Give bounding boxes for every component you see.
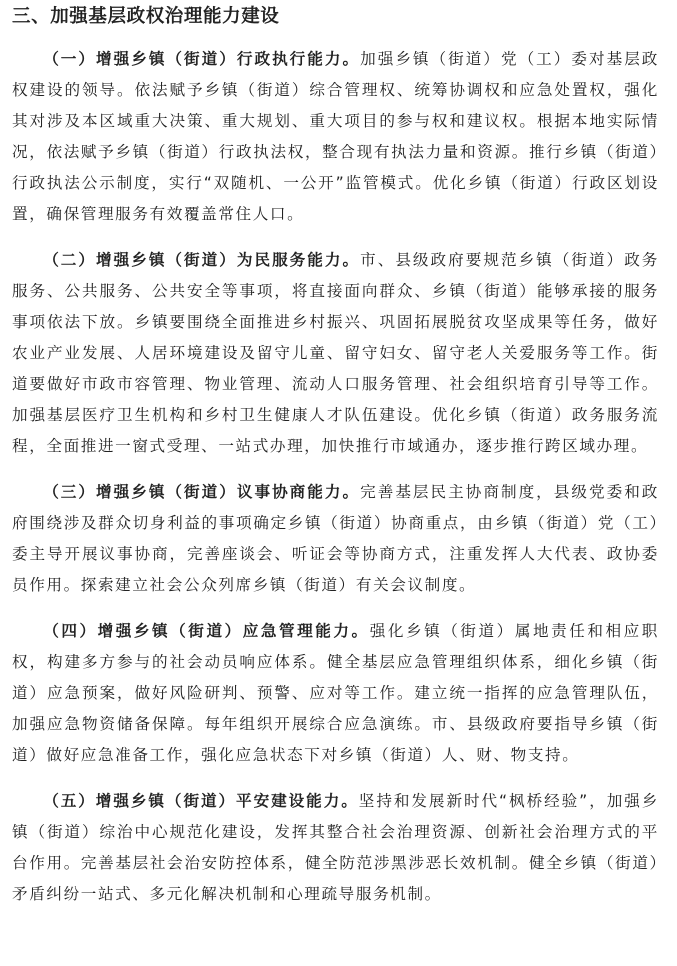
paragraph-lead: （一）增强乡镇（街道）行政执行能力。	[43, 50, 361, 68]
paragraph-body: 市、县级政府要规范乡镇（街道）政务服务、公共服务、公共安全等事项，将直接面向群众、乡镇（街道）能够承接的服务事项依法下放。乡镇要围绕全面推进乡村振兴、巩固拓展脱贫攻坚成果等任务，做好农业产业发展、人居环境建设及留守儿童、留守妇女、留守老人关爱服务等工作。街道要做好市政市容管理、物业管理、流动人口服务管理、社会组织培育引导等工作。加强基层医疗卫生机构和乡村卫生健康人才队伍建设。优化乡镇（街道）政务服务流程，全面推进一窗式受理、一站式办理，加快推行市域通办，逐步推行跨区域办理。	[12, 251, 659, 455]
paragraph-lead: （五）增强乡镇（街道）平安建设能力。	[43, 792, 359, 810]
paragraph-public-safety	[12, 786, 659, 910]
paragraph-administrative-execution	[12, 44, 659, 230]
paragraph-lead: （二）增强乡镇（街道）为民服务能力。	[43, 251, 361, 269]
section-title: 三、加强基层政权治理能力建设	[12, 6, 280, 27]
paragraph-lead: （四）增强乡镇（街道）应急管理能力。	[43, 622, 370, 640]
paragraph-deliberation-consultation	[12, 477, 659, 601]
paragraph-emergency-management	[12, 616, 659, 771]
paragraph-body: 坚持和发展新时代“枫桥经验”，加强乡镇（街道）综治中心规范化建设，发挥其整合社会治理资源、创新社会治理方式的平台作用。完善基层社会治安防控体系，健全防范涉黑涉恶长效机制。健全乡镇（街道）矛盾纠纷一站式、多元化解决机制和心理疏导服务机制。	[12, 792, 659, 903]
paragraph-body: 完善基层民主协商制度，县级党委和政府围绕涉及群众切身利益的事项确定乡镇（街道）协商重点，由乡镇（街道）党（工）委主导开展议事协商，完善座谈会、听证会等协商方式，注重发挥人大代表、政协委员作用。探索建立社会公众列席乡镇（街道）有关会议制度。	[12, 483, 659, 594]
paragraph-body: 加强乡镇（街道）党（工）委对基层政权建设的领导。依法赋予乡镇（街道）综合管理权、统筹协调权和应急处置权，强化其对涉及本区域重大决策、重大规划、重大项目的参与权和建议权。根据本地实际情况，依法赋予乡镇（街道）行政执法权，整合现有执法力量和资源。推行乡镇（街道）行政执法公示制度，实行“双随机、一公开”监管模式。优化乡镇（街道）行政区划设置，确保管理服务有效覆盖常住人口。	[12, 50, 659, 223]
paragraph-public-service	[12, 245, 659, 462]
paragraph-body: 强化乡镇（街道）属地责任和相应职权，构建多方参与的社会动员响应体系。健全基层应急管理组织体系，细化乡镇（街道）应急预案，做好风险研判、预警、应对等工作。建立统一指挥的应急管理队伍，加强应急物资储备保障。每年组织开展综合应急演练。市、县级政府要指导乡镇（街道）做好应急准备工作，强化应急状态下对乡镇（街道）人、财、物支持。	[12, 622, 659, 764]
paragraph-lead: （三）增强乡镇（街道）议事协商能力。	[43, 483, 361, 501]
